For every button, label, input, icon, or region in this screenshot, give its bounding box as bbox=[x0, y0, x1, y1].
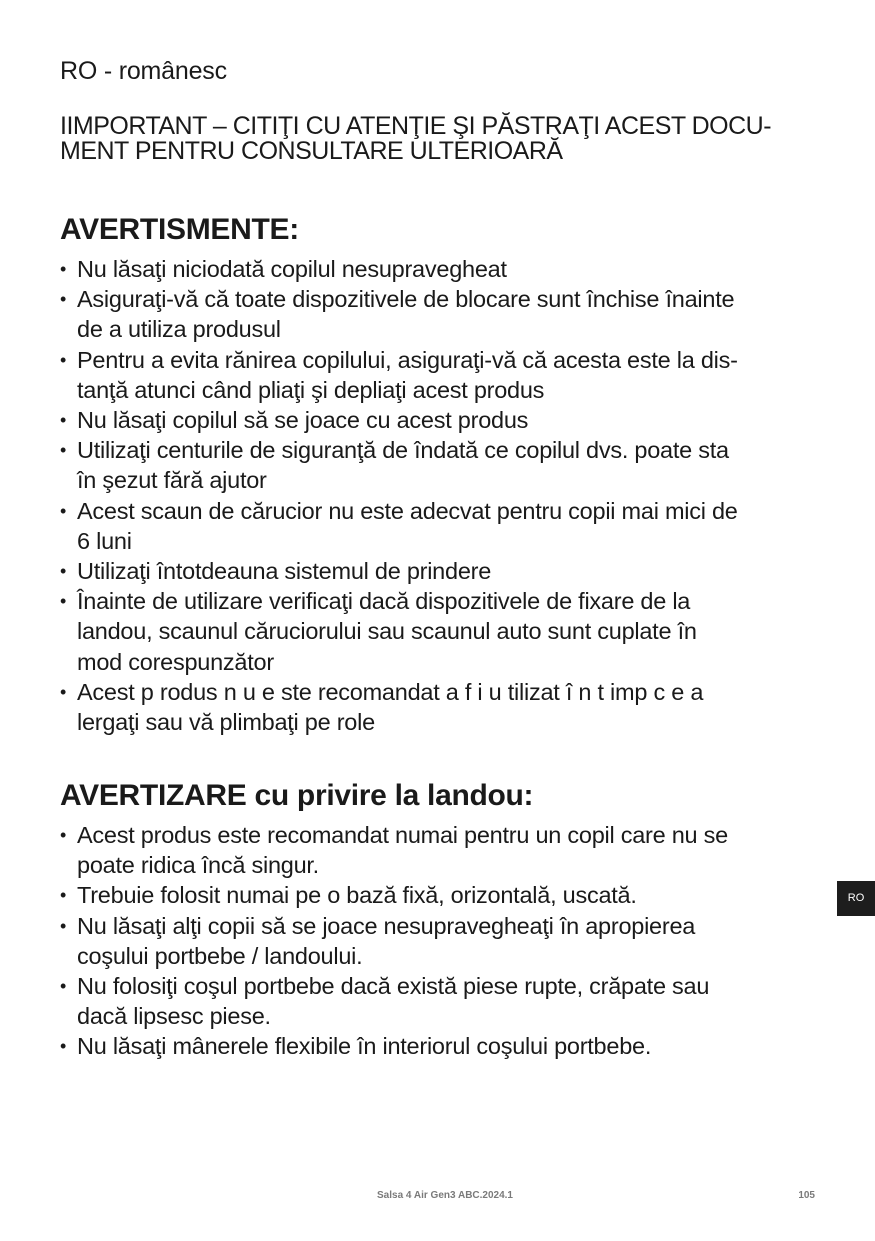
list-item bbox=[60, 254, 820, 284]
list-item-text: 6 luni bbox=[77, 527, 132, 554]
list-item bbox=[60, 556, 820, 586]
list-item bbox=[60, 496, 820, 556]
bullet-marker: • bbox=[60, 885, 67, 906]
bullet-marker: • bbox=[60, 259, 67, 279]
list-item-text: Nu lăsaţi alţi copii să se joace nesupravegheaţi în apropierea bbox=[77, 912, 696, 939]
language-heading: RO - românesc bbox=[60, 57, 227, 85]
warnings-section bbox=[60, 210, 820, 737]
list-item-text: Utilizaţi centurile de siguranţă de îndată ce copilul dvs. poate sta bbox=[77, 437, 729, 464]
warnings-list bbox=[60, 254, 820, 737]
list-item bbox=[60, 971, 820, 1031]
list-item-text: Nu lăsaţi mânerele flexibile în interiorul coşului portbebe. bbox=[77, 1033, 652, 1060]
bullet-marker: • bbox=[60, 349, 67, 370]
language-side-tab: RO bbox=[837, 881, 875, 916]
list-item-text: lergaţi sau vă plimbaţi pe role bbox=[77, 709, 375, 736]
list-item-text: Trebuie folosit numai pe o bază fixă, orizontală, uscată. bbox=[77, 882, 637, 909]
bullet-marker: • bbox=[60, 440, 67, 461]
list-item bbox=[60, 345, 820, 405]
list-item-text: landou, scaunul căruciorului sau scaunul auto sunt cuplate în bbox=[77, 618, 697, 645]
bullet-marker: • bbox=[60, 825, 67, 845]
list-item-text: Pentru a evita rănirea copilului, asiguraţi-vă că acesta este la dis- bbox=[77, 346, 738, 373]
list-item-text: dacă lipsesc piese. bbox=[77, 1003, 271, 1030]
list-item-text: Nu folosiţi coşul portbebe dacă există piese rupte, crăpate sau bbox=[77, 973, 710, 1000]
list-item-text: Nu lăsaţi copilul să se joace cu acest produs bbox=[77, 407, 529, 434]
bullet-marker: • bbox=[60, 976, 67, 997]
list-item bbox=[60, 435, 820, 495]
bullet-marker: • bbox=[60, 410, 67, 431]
bullet-marker: • bbox=[60, 1036, 67, 1057]
landau-warnings-section bbox=[60, 776, 820, 1062]
list-item-text: coşului portbebe / landoului. bbox=[77, 942, 363, 969]
landau-warnings-title: AVERTIZARE cu privire la landou: bbox=[60, 779, 534, 812]
bullet-marker: • bbox=[60, 591, 67, 612]
list-item-text: Acest scaun de cărucior nu este adecvat pentru copii mai mici de bbox=[77, 497, 738, 524]
list-item-text: în şezut fără ajutor bbox=[77, 467, 267, 494]
list-item-text: Înainte de utilizare verificaţi dacă dispozitivele de fixare de la bbox=[77, 588, 691, 615]
landau-warnings-list bbox=[60, 820, 820, 1062]
list-item-text: mod corespunzător bbox=[77, 648, 274, 675]
list-item bbox=[60, 1031, 820, 1061]
list-item bbox=[60, 880, 820, 910]
bullet-marker: • bbox=[60, 915, 67, 936]
footer-document-code: Salsa 4 Air Gen3 ABC.2024.1 bbox=[377, 1190, 513, 1201]
list-item bbox=[60, 405, 820, 435]
list-item bbox=[60, 911, 820, 971]
important-notice bbox=[60, 114, 820, 164]
list-item-text: Asiguraţi-vă că toate dispozitivele de blocare sunt închise înainte bbox=[77, 286, 735, 313]
list-item-text: Acest produs este recomandat numai pentru un copil care nu se bbox=[77, 822, 728, 848]
list-item-text: Acest p rodus n u e ste recomandat a f i u tilizat î n t imp c e a bbox=[77, 678, 704, 705]
list-item bbox=[60, 677, 820, 737]
footer-page-number: 105 bbox=[798, 1190, 815, 1201]
important-notice-line: IIMPORTANT – CITIŢI CU ATENŢIE ŞI PĂSTRAŢI ACEST DOCU- bbox=[60, 112, 772, 140]
list-item-text: Nu lăsaţi niciodată copilul nesupravegheat bbox=[77, 256, 507, 282]
list-item-text: de a utiliza produsul bbox=[77, 316, 281, 343]
list-item bbox=[60, 820, 820, 880]
list-item-text: tanţă atunci când pliaţi şi depliaţi acest produs bbox=[77, 376, 545, 403]
list-item-text: Utilizaţi întotdeauna sistemul de prindere bbox=[77, 558, 492, 585]
list-item bbox=[60, 284, 820, 344]
warnings-title: AVERTISMENTE: bbox=[60, 213, 299, 246]
important-notice-line: MENT PENTRU CONSULTARE ULTERIOARĂ bbox=[60, 137, 563, 165]
bullet-marker: • bbox=[60, 681, 67, 702]
bullet-marker: • bbox=[60, 561, 67, 582]
bullet-marker: • bbox=[60, 289, 67, 310]
list-item bbox=[60, 586, 820, 677]
list-item-text: poate ridica încă singur. bbox=[77, 852, 319, 879]
bullet-marker: • bbox=[60, 500, 67, 521]
